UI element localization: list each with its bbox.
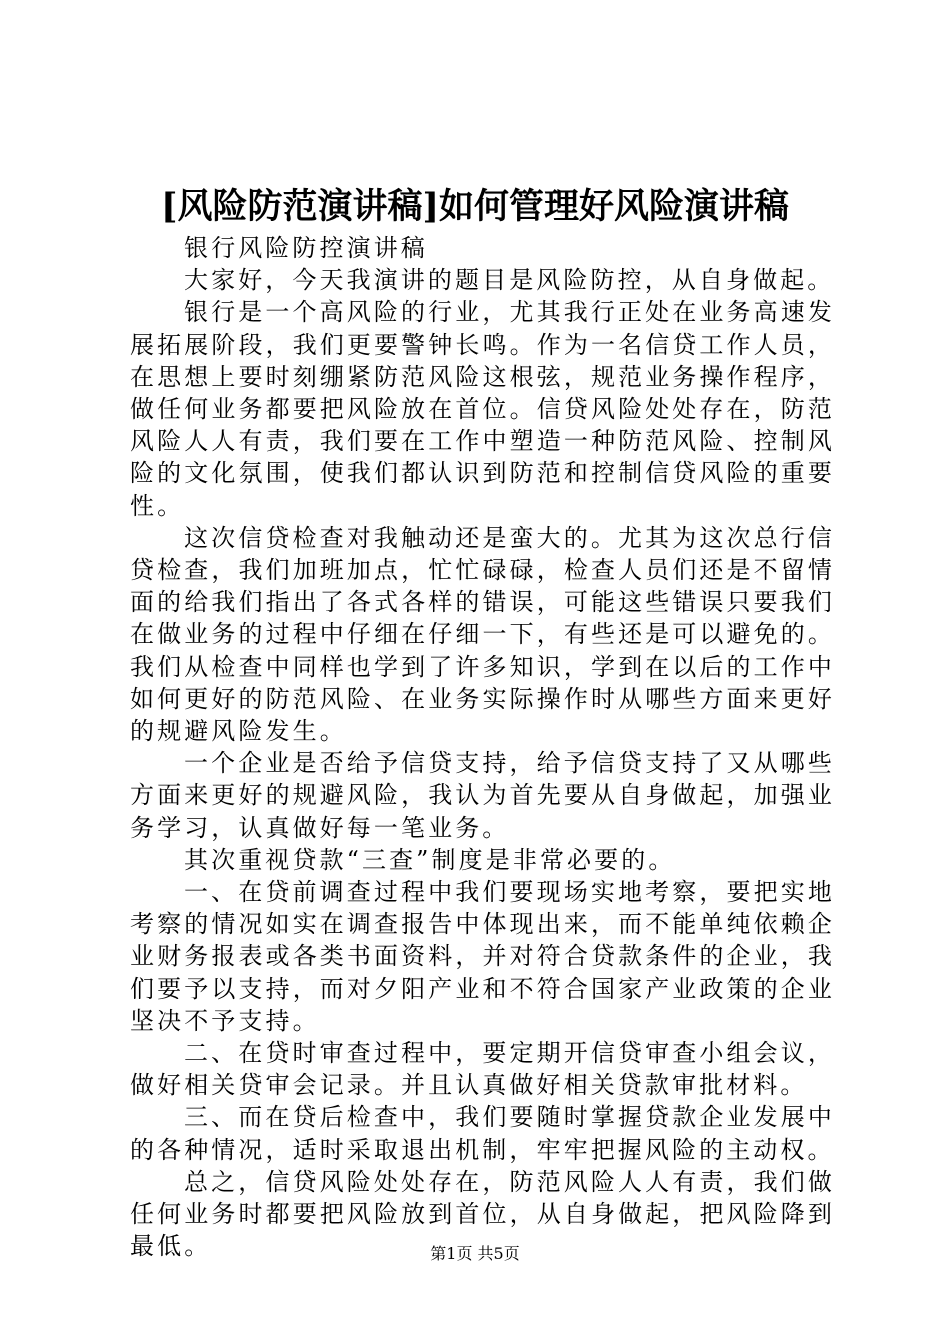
paragraph: 其次重视贷款“三查”制度是非常必要的。 — [184, 845, 676, 874]
document-title: [风险防范演讲稿]如何管理好风险演讲稿 — [160, 186, 790, 227]
document-body — [130, 232, 835, 1263]
page-number: 第1页 共5页 — [430, 1244, 520, 1263]
paragraph: 这次信贷检查对我触动还是蛮大的。尤其为这次总行信贷检查，我们加班加点，忙忙碌碌，检查人员们还是不留情面的给我们指出了各式各样的错误，可能这些错误只要我们在做业务的过程中仔细在仔细一下，有些还是可以避免的。我们从检查中同样也学到了许多知识，学到在以后的工作中如何更好的防范风险、在业务实际操作时从哪些方面来更好的规避风险发生。 — [130, 523, 835, 746]
paragraph: 二、在贷时审查过程中，要定期开信贷审查小组会议，做好相关贷审会记录。并且认真做好相关贷款审批材料。 — [130, 1039, 835, 1100]
paragraph: 一个企业是否给予信贷支持，给予信贷支持了又从哪些方面来更好的规避风险，我认为首先要从自身做起，加强业务学习，认真做好每一笔业务。 — [130, 749, 835, 842]
paragraph-greeting: 大家好，今天我演讲的题目是风险防控，从自身做起。 — [184, 266, 835, 295]
paragraph-conclusion: 总之，信贷风险处处存在，防范风险人人有责，我们做任何业务时都要把风险放到首位，从自身做起，把风险降到最低。 — [130, 1167, 835, 1261]
paragraph: 三、而在贷后检查中，我们要随时掌握贷款企业发展中的各种情况，适时采取退出机制，牢牢把握风险的主动权。 — [130, 1103, 835, 1164]
paragraph-subtitle: 银行风险防控演讲稿 — [184, 234, 428, 262]
paragraph: 一、在贷前调查过程中我们要现场实地考察，要把实地考察的情况如实在调查报告中体现出来，而不能单纯依赖企业财务报表或各类书面资料，并对符合贷款条件的企业，我们要予以支持，而对夕阳产业和不符合国家产业政策的企业坚决不予支持。 — [130, 878, 835, 1035]
paragraph: 银行是一个高风险的行业，尤其我行正处在业务高速发展拓展阶段，我们更要警钟长鸣。作为一名信贷工作人员，在思想上要时刻绷紧防范风险这根弦，规范业务操作程序，做任何业务都要把风险放在首位。信贷风险处处存在，防范风险人人有责，我们要在工作中塑造一种防范风险、控制风险的文化氛围，使我们都认识到防范和控制信贷风险的重要性。 — [130, 298, 835, 520]
